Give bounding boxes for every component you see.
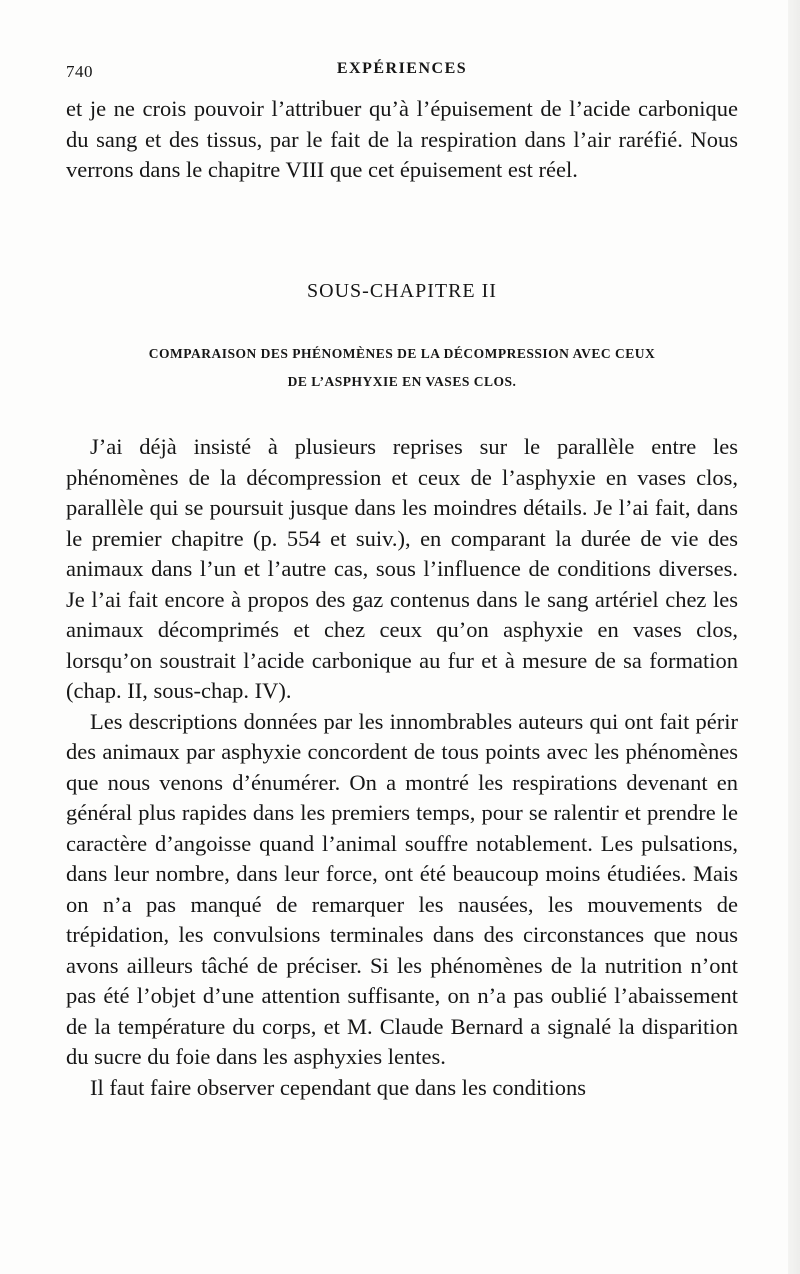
- page-header: [66, 58, 738, 86]
- paragraph: Il faut faire observer cependant que dans les conditions: [90, 1074, 587, 1100]
- subtitle-line-2: DE L’ASPHYXIE EN VASES CLOS.: [287, 374, 517, 389]
- paragraph-text: et je ne crois pouvoir l’attribuer qu’à l’épuisement de l’acide carbonique du sang et des tissus, par le fait de la respiration dans l’air raréfié. Nous verrons dans le chapitre VIII que cet épuisement est réel.: [66, 96, 738, 182]
- page-number: 740: [66, 62, 93, 81]
- page-edge: [788, 0, 800, 1274]
- running-title: EXPÉRIENCES: [336, 60, 468, 77]
- paragraph: J’ai déjà insisté à plusieurs reprises sur le parallèle entre les phénomènes de la décompression et ceux de l’asphyxie en vases clos, parallèle qui se poursuit jusque dans les moindres détails. Je l’ai fait, dans le premier chapitre (p. 554 et suiv.), en comparant la durée de vie des animaux dans l’un et l’autre cas, sous l’influence de conditions diverses. Je l’ai fait encore à propos des gaz contenus dans le sang artériel chez les animaux décomprimés et chez ceux qu’on asphyxie en vases clos, lorsqu’on soustrait l’acide carbonique au fur et à mesure de sa formation (chap. II, sous-chap. IV).: [66, 434, 738, 703]
- body-text: [66, 432, 738, 1103]
- section-subtitle: [66, 340, 738, 396]
- chapter-heading: SOUS-CHAPITRE II: [307, 280, 497, 302]
- paragraph: Les descriptions données par les innombrables auteurs qui ont fait périr des animaux par asphyxie concordent de tous points avec les phénomènes que nous venons d’énumérer. On a montré les respirations devenant en général plus rapides dans les premiers temps, pour se ralentir et prendre le caractère d’angoisse quand l’animal souffre notablement. Les pulsations, dans leur nombre, dans leur force, ont été beaucoup moins étudiées. Mais on n’a pas manqué de remarquer les nausées, les mouvements de trépidation, les convulsions terminales dans des circonstances que nous avons ailleurs tâché de préciser. Si les phénomènes de la nutrition n’ont pas été l’objet d’une attention suffisante, on n’a pas oublié l’abaissement de la température du corps, et M. Claude Bernard a signalé la disparition du sucre du foie dans les asphyxies lentes.: [66, 708, 738, 1069]
- subtitle-line-1: COMPARAISON DES PHÉNOMÈNES DE LA DÉCOMPRESSION AVEC CEUX: [148, 346, 656, 361]
- continued-paragraph: [66, 94, 738, 186]
